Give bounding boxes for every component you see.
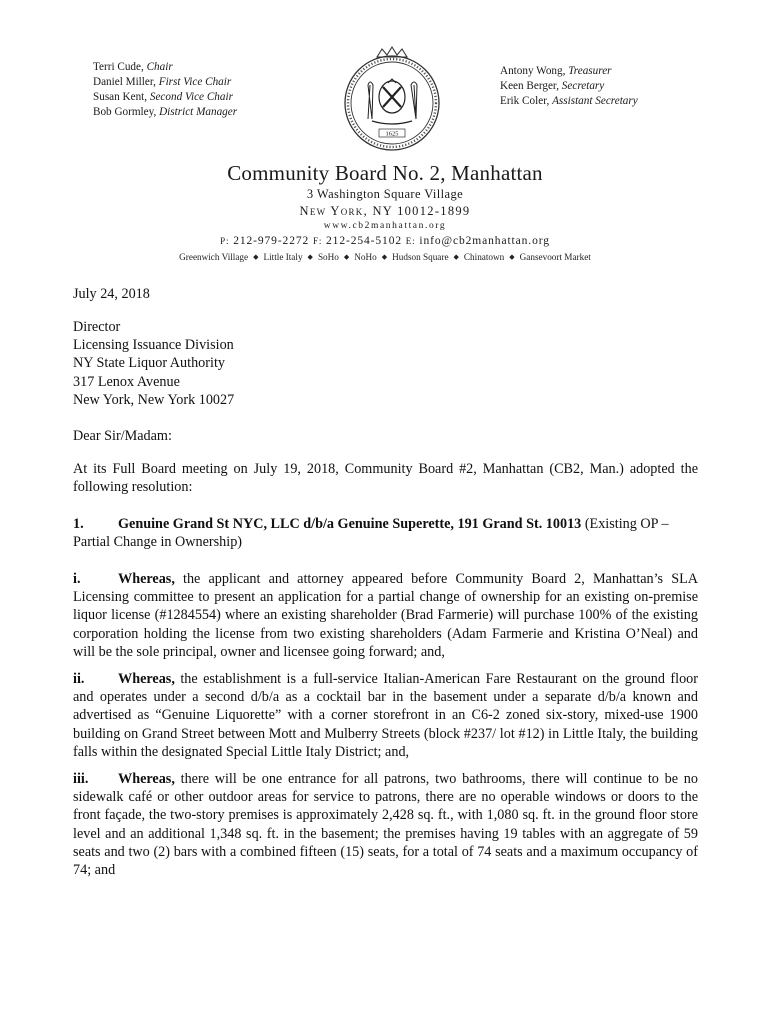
officer-name: Susan Kent, <box>93 91 148 103</box>
officer-row <box>93 90 237 105</box>
intro-paragraph: At its Full Board meeting on July 19, 2018, Community Board #2, Manhattan (CB2, Man.) adopted the following resolution: <box>73 461 698 496</box>
officer-name: Antony Wong, <box>500 65 566 77</box>
officers-left <box>93 60 237 120</box>
whereas-number: iii. <box>73 771 89 787</box>
officer-row <box>93 105 237 120</box>
officer-row <box>93 75 237 90</box>
nyc-seal-icon <box>337 45 447 155</box>
officers-right <box>500 64 638 109</box>
officer-title: Assistant Secretary <box>552 95 638 107</box>
salutation: Dear Sir/Madam: <box>73 428 172 444</box>
seal-year: 1625 <box>385 130 399 138</box>
officer-row <box>93 60 237 75</box>
whereas-paragraph <box>73 570 698 661</box>
phone: 212-979-2272 <box>233 235 310 247</box>
item-subtitle: (Existing OP – Partial Change in Ownership) <box>73 516 669 551</box>
item-number: 1. <box>73 516 84 532</box>
address-line: 3 Washington Square Village <box>306 187 464 201</box>
officer-row <box>500 94 638 109</box>
letter-date: July 24, 2018 <box>73 286 150 302</box>
whereas-paragraph <box>73 670 698 761</box>
whereas-number: i. <box>73 571 81 587</box>
diamond-icon: ◆ <box>343 253 350 261</box>
whereas-number: ii. <box>73 671 85 687</box>
officer-title: Secretary <box>561 80 605 92</box>
whereas-word: Whereas, <box>118 571 175 587</box>
email: info@cb2manhattan.org <box>419 235 550 247</box>
org-name: Community Board No. 2, Manhattan <box>227 161 543 185</box>
officer-name: Keen Berger, <box>500 80 559 92</box>
whereas-paragraph <box>73 770 698 879</box>
officer-row <box>500 64 638 79</box>
whereas-word: Whereas, <box>118 671 175 687</box>
whereas-text: there will be one entrance for all patrons, two bathrooms, there will continue to be no sidewalk café or other outdoor areas for service to patrons, there are no operable windows or doors to the front façade, the two-story premises is approximately 2,428 sq. ft., with 1,080 sq. ft. in the ground floor store level and an additional 1,348 sq. ft. in the basement; the premises having 19 tables with an aggregate of 59 seats and two (2) bars with a combined fifteen (15) seats, for a total of 74 seats and a maximum occupancy of 74; and <box>73 771 698 879</box>
whereas-text: the applicant and attorney appeared before Community Board 2, Manhattan’s SLA Licensing committee to present an application for a partial change of ownership for an existing on-premise liquor license (#1284554) where an existing shareholder (Brad Farmerie) will purchase 100% of the existing corporation holding the license from two existing shareholders (Adam Farmerie and Kristina O’Neal) and will be the sole principal, owner and licensee going forward; and, <box>73 571 698 660</box>
fax: 212-254-5102 <box>326 235 402 247</box>
neighborhood: Chinatown <box>463 252 505 262</box>
recipient-line: Licensing Issuance Division <box>73 337 234 354</box>
officer-name: Daniel Miller, <box>93 76 156 88</box>
phone-label: P: <box>220 236 230 246</box>
neighborhood: Little Italy <box>263 252 303 262</box>
diamond-icon: ◆ <box>253 253 259 261</box>
officer-row <box>500 79 638 94</box>
neighborhood: Hudson Square <box>392 252 449 262</box>
recipient-line: NY State Liquor Authority <box>73 355 225 372</box>
fax-label: F: <box>312 236 323 246</box>
officer-name: Erik Coler, <box>500 95 550 107</box>
diamond-icon: ◆ <box>453 253 459 261</box>
neighborhood: SoHo <box>317 252 339 262</box>
item-title: Genuine Grand St NYC, LLC d/b/a Genuine Superette, 191 Grand St. 10013 <box>118 516 582 532</box>
recipient-line: Director <box>73 319 121 335</box>
diamond-icon: ◆ <box>509 253 515 261</box>
letterhead <box>0 160 770 264</box>
whereas-word: Whereas, <box>118 771 175 787</box>
website: www.cb2manhattan.org <box>323 221 447 231</box>
diamond-icon: ◆ <box>381 253 388 261</box>
officer-title: Treasurer <box>568 65 612 77</box>
officer-name: Terri Cude, <box>93 61 144 73</box>
recipient-block <box>73 318 698 409</box>
whereas-text: the establishment is a full-service Italian-American Fare Restaurant on the ground floor and operates under a second d/b/a as a cocktail bar in the basement under a separate d/b/a known and advertised as “Genuine Liquorette” with a corner storefront in an C6-2 zoned six-story, mixed-use 1900 building on Grand Street between Mott and Mulberry Streets (block #237/ lot #12) in Little Italy, the building falls within the designated Special Little Italy District; and, <box>73 671 698 760</box>
officer-name: Bob Gormley, <box>93 106 157 118</box>
email-label: E: <box>405 236 416 246</box>
neighborhood: NoHo <box>354 252 377 262</box>
officer-title: Second Vice Chair <box>149 91 233 103</box>
officer-title: District Manager <box>159 106 238 118</box>
resolution-item <box>73 515 698 551</box>
recipient-line: 317 Lenox Avenue <box>73 373 180 390</box>
neighborhood: Greenwich Village <box>179 252 249 262</box>
contact-line <box>0 233 770 249</box>
officer-title: First Vice Chair <box>158 76 232 88</box>
city-line: New York, NY 10012-1899 <box>299 204 471 218</box>
officer-title: Chair <box>146 61 173 73</box>
recipient-line: New York, New York 10027 <box>73 391 235 408</box>
diamond-icon: ◆ <box>307 253 313 261</box>
neighborhood: Gansevoort Market <box>519 252 591 262</box>
neighborhoods <box>0 250 770 264</box>
